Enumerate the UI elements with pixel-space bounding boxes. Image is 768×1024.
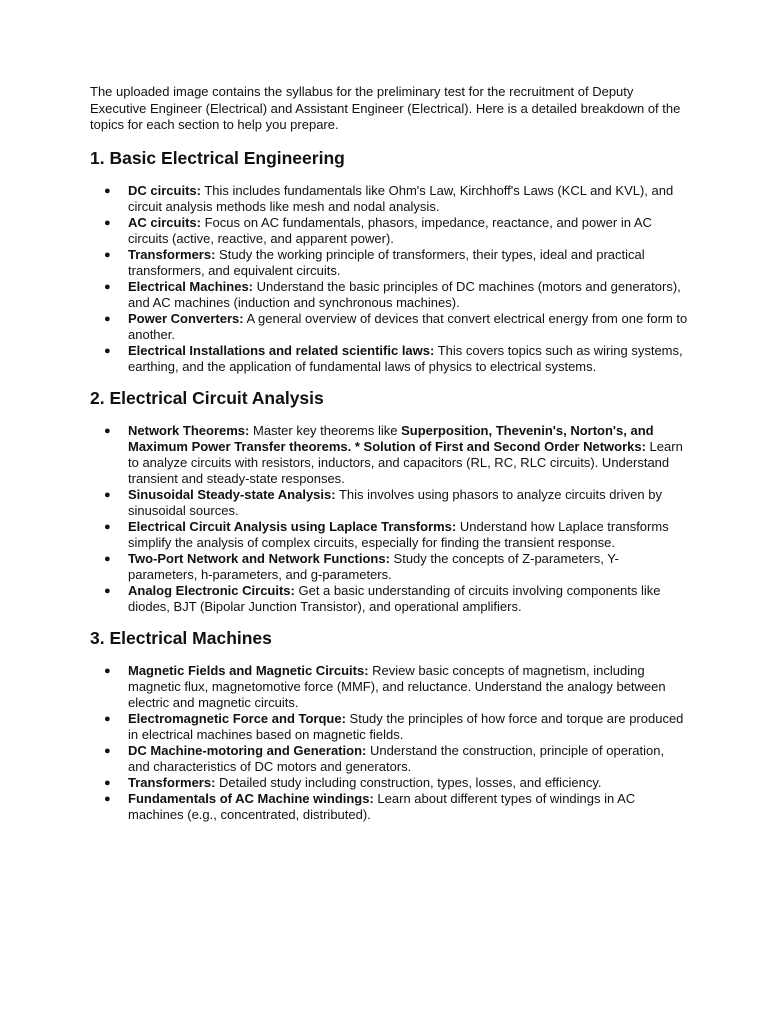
item-text: Learn about different types of windings in AC machines (e.g., concentrated, distributed).: [128, 790, 636, 822]
bullet-icon: ●: [104, 312, 111, 325]
item-term: Electrical Machines:: [128, 278, 253, 294]
item-text: Understand how Laplace transforms simplify the analysis of complex circuits, especially for finding the transient response.: [128, 518, 669, 550]
list-item: [90, 743, 688, 775]
bullet-icon: ●: [104, 488, 111, 501]
bullet-icon: ●: [104, 584, 111, 597]
item-term: Transformers:: [128, 246, 216, 262]
list-item: [90, 775, 688, 791]
item-term: DC circuits:: [128, 182, 201, 198]
item-text: Master key theorems like: [249, 422, 402, 438]
list-item: [90, 519, 688, 551]
item-term: Fundamentals of AC Machine windings:: [128, 790, 374, 806]
item-text: Learn to analyze circuits with resistors, inductors, and capacitors (RL, RC, RLC circuits). Understand transient and steady-state responses.: [128, 438, 683, 486]
section-heading-electrical-machines: 3. Electrical Machines: [90, 627, 272, 648]
item-bold-text: Superposition, Thevenin's, Norton's, and Maximum Power Transfer theorems. * Solution of First and Second Order Networks:: [128, 422, 654, 454]
item-term: Two-Port Network and Network Functions:: [128, 550, 390, 566]
bullet-icon: ●: [104, 216, 111, 229]
list-item: [90, 551, 688, 583]
bullet-icon: ●: [104, 776, 111, 789]
item-term: Electromagnetic Force and Torque:: [128, 710, 346, 726]
bullet-icon: ●: [104, 520, 111, 533]
bullet-icon: ●: [104, 712, 111, 725]
item-term: Electrical Circuit Analysis using Laplace Transforms:: [128, 518, 457, 534]
list-item: [90, 711, 688, 743]
item-text: This includes fundamentals like Ohm's Law, Kirchhoff's Laws (KCL and KVL), and circuit analysis methods like mesh and nodal analysis.: [128, 182, 674, 214]
item-term: Sinusoidal Steady-state Analysis:: [128, 486, 336, 502]
item-text: Study the working principle of transformers, their types, ideal and practical transformers, and equivalent circuits.: [128, 246, 645, 278]
section-heading-basic-electrical-engineering: 1. Basic Electrical Engineering: [90, 147, 345, 168]
bullet-icon: ●: [104, 664, 111, 677]
bullet-icon: ●: [104, 184, 111, 197]
section-list-electrical-circuit-analysis: [90, 423, 688, 615]
item-text: Understand the basic principles of DC machines (motors and generators), and AC machines (induction and synchronous machines).: [128, 278, 681, 310]
item-text: A general overview of devices that convert electrical energy from one form to another.: [128, 310, 688, 342]
list-item: [90, 247, 688, 279]
item-term: Power Converters:: [128, 310, 244, 326]
section-heading-electrical-circuit-analysis: 2. Electrical Circuit Analysis: [90, 387, 324, 408]
section-list-basic-electrical-engineering: [90, 183, 688, 375]
bullet-icon: ●: [104, 344, 111, 357]
bullet-icon: ●: [104, 792, 111, 805]
item-text: Study the concepts of Z-parameters, Y-parameters, h-parameters, and g-parameters.: [128, 550, 619, 582]
item-text: This covers topics such as wiring systems, earthing, and the application of fundamental laws of physics to electrical systems.: [128, 342, 683, 374]
item-text: Understand the construction, principle of operation, and characteristics of DC motors and generators.: [128, 742, 665, 774]
list-item: [90, 311, 688, 343]
list-item: [90, 343, 688, 375]
item-term: AC circuits:: [128, 214, 201, 230]
list-item: [90, 583, 688, 615]
list-item: [90, 183, 688, 215]
bullet-icon: ●: [104, 424, 111, 437]
item-text: Review basic concepts of magnetism, including magnetic flux, magnetomotive force (MMF), and reluctance. Understand the analogy between electric and magnetic circuits.: [128, 662, 666, 710]
item-text: Focus on AC fundamentals, phasors, impedance, reactance, and power in AC circuits (active, reactive, and apparent power).: [128, 214, 652, 246]
item-text: Get a basic understanding of circuits involving components like diodes, BJT (Bipolar Junction Transistor), and operational amplifiers.: [128, 582, 661, 614]
item-term: Magnetic Fields and Magnetic Circuits:: [128, 662, 369, 678]
list-item: [90, 487, 688, 519]
list-item: [90, 791, 688, 823]
item-text: This involves using phasors to analyze circuits driven by sinusoidal sources.: [128, 486, 662, 518]
item-term: DC Machine-motoring and Generation:: [128, 742, 367, 758]
item-text: Detailed study including construction, types, losses, and efficiency.: [215, 774, 602, 790]
item-term: Analog Electronic Circuits:: [128, 582, 295, 598]
bullet-icon: ●: [104, 552, 111, 565]
item-term: Network Theorems:: [128, 422, 250, 438]
item-text: Study the principles of how force and torque are produced in electrical machines based on magnetic fields.: [128, 710, 684, 742]
list-item: [90, 279, 688, 311]
list-item: [90, 423, 688, 487]
bullet-icon: ●: [104, 280, 111, 293]
intro-paragraph: The uploaded image contains the syllabus for the preliminary test for the recruitment of Deputy Executive Engineer (Electrical) and Assistant Engineer (Electrical). Here is a detailed breakdown of the topics for each section to help you prepare.: [90, 84, 681, 132]
section-list-electrical-machines: [90, 663, 688, 823]
bullet-icon: ●: [104, 744, 111, 757]
list-item: [90, 215, 688, 247]
list-item: [90, 663, 688, 711]
item-term: Electrical Installations and related scientific laws:: [128, 342, 435, 358]
item-term: Transformers:: [128, 774, 216, 790]
bullet-icon: ●: [104, 248, 111, 261]
